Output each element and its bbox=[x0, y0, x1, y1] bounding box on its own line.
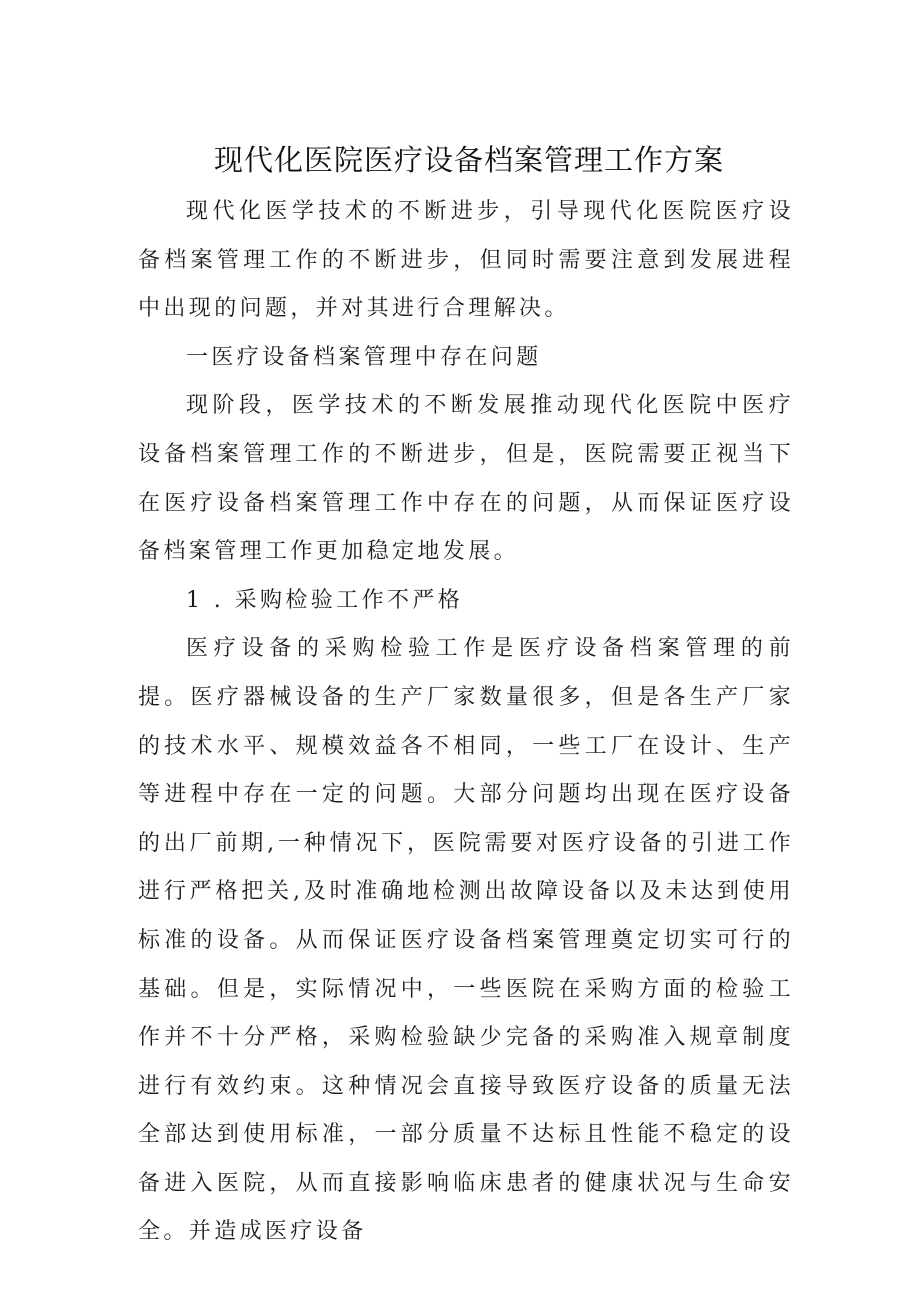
section-heading-1: 一医疗设备档案管理中存在问题 bbox=[186, 344, 542, 370]
document-body bbox=[138, 140, 794, 1257]
subsection-heading-1: 1 . 采购检验工作不严格 bbox=[186, 587, 464, 613]
subsection-paragraph-1: 医疗设备的采购检验工作是医疗设备档案管理的前提。医疗器械设备的生产厂家数量很多，但是各生产厂家的技术水平、规模效益各不相同，一些工厂在设计、生产等进程中存在一定的问题。大部分问题均出现在医疗设备的出厂前期,一种情况下，医院需要对医疗设备的引进工作进行严格把关,及时准确地检测出故障设备以及未达到使用标准的设备。从而保证医疗设备档案管理奠定切实可行的基础。但是，实际情况中，一些医院在采购方面的检验工作并不十分严格，采购检验缺少完备的采购准入规章制度进行有效约束。这种情况会直接导致医疗设备的质量无法全部达到使用标准，一部分质量不达标且性能不稳定的设备进入医院，从而直接影响临床患者的健康状况与生命安全。并造成医疗设备 bbox=[138, 636, 794, 1245]
document-title: 现代化医院医疗设备档案管理工作方案 bbox=[213, 143, 724, 177]
intro-paragraph: 现代化医学技术的不断进步，引导现代化医院医疗设备档案管理工作的不断进步，但同时需要注意到发展进程中出现的问题，并对其进行合理解决。 bbox=[138, 199, 794, 322]
section-paragraph-1: 现阶段，医学技术的不断发展推动现代化医院中医疗设备档案管理工作的不断进步，但是，医院需要正视当下在医疗设备档案管理工作中存在的问题，从而保证医疗设备档案管理工作更加稳定地发展。 bbox=[138, 393, 794, 565]
